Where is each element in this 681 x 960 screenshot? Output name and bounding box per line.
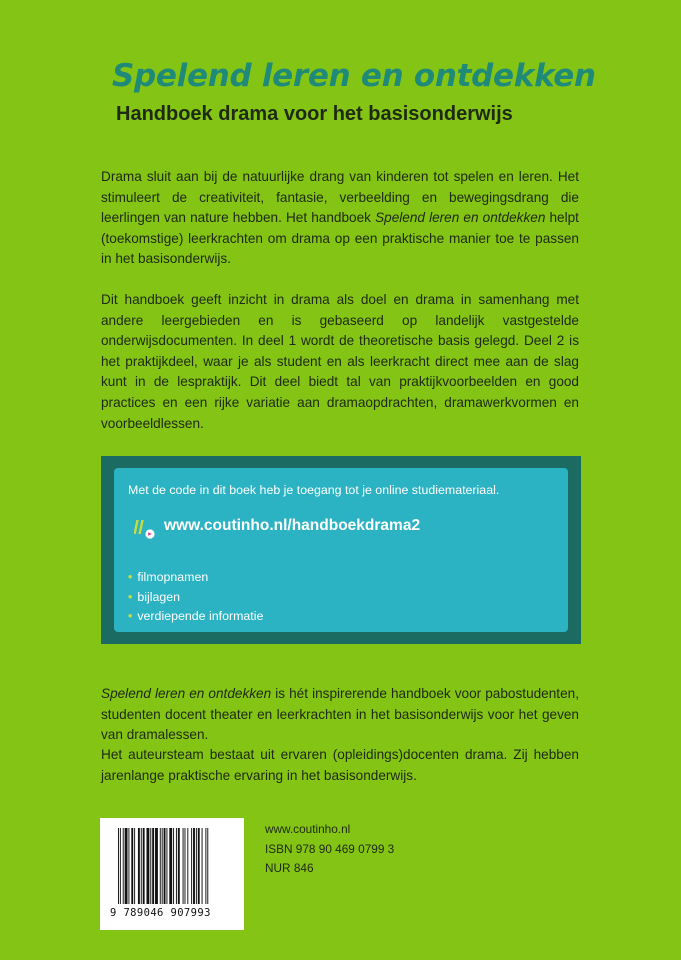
barcode-number: 9 789046 907993 xyxy=(110,907,211,919)
book-title: Spelend leren en ontdekken xyxy=(112,58,596,94)
barcode-bar xyxy=(176,828,177,904)
barcode-bar xyxy=(155,828,158,904)
barcode-bar xyxy=(152,828,154,904)
barcode-bar xyxy=(202,828,203,904)
barcode-bar xyxy=(166,828,167,904)
barcode-bar xyxy=(187,828,188,904)
barcode-bar xyxy=(131,828,133,904)
barcode-bar xyxy=(196,828,197,904)
list-item xyxy=(128,568,263,588)
description-paragraph-4: Het auteursteam bestaat uit ervaren (opleidings)docenten drama. Zij hebben jarenlange praktische ervaring in het basisonderwijs. xyxy=(101,747,579,783)
barcode-bar xyxy=(191,828,192,904)
bullet-icon: • xyxy=(128,570,133,584)
barcode-bar xyxy=(143,828,145,904)
barcode-bar xyxy=(160,828,161,904)
p1-book-title-italic: Spelend leren en ontdekken xyxy=(375,210,546,226)
p1-text-after: helpt (toekomstige) leerkrachten om drama op een praktische manier toe te passen in het basisonderwijs. xyxy=(101,210,579,267)
barcode-bar xyxy=(123,828,124,904)
barcode-bars xyxy=(118,828,228,906)
barcode-bar xyxy=(173,828,174,904)
publisher-website[interactable]: www.coutinho.nl xyxy=(265,822,351,836)
list-item-label: verdiepende informatie xyxy=(137,609,264,623)
list-item xyxy=(128,588,263,608)
bullet-icon: • xyxy=(128,589,133,604)
list-item xyxy=(128,607,263,627)
barcode-bar xyxy=(183,828,184,904)
barcode-bar xyxy=(169,828,172,904)
nur-code: NUR 846 xyxy=(265,861,314,875)
online-material-panel xyxy=(101,456,581,644)
online-material-list xyxy=(128,568,263,627)
description-paragraph-3 xyxy=(101,684,579,746)
barcode-bar xyxy=(164,828,166,904)
barcode-bar xyxy=(138,828,140,904)
online-material-intro: Met de code in dit boek heb je toegang tot je online studiemateriaal. xyxy=(128,483,500,497)
publisher-info xyxy=(265,820,394,879)
p1-text-before: Drama sluit aan bij de natuurlijke drang van kinderen tot spelen en leren. Het stimuleert de creativiteit, fantasie, verbeelding en bewegingsdrang die leerlingen van nature hebben. Het handboek xyxy=(101,169,579,226)
online-material-inner xyxy=(114,468,568,632)
book-subtitle: Handboek drama voor het basisonderwijs xyxy=(116,103,513,125)
barcode-bar xyxy=(198,828,200,904)
barcode-bar xyxy=(207,828,208,904)
barcode-bar xyxy=(118,828,119,904)
barcode-bar xyxy=(193,828,195,904)
online-material-url[interactable]: www.coutinho.nl/handboekdrama2 xyxy=(164,517,421,534)
barcode-bar xyxy=(147,828,150,904)
isbn: ISBN 978 90 469 0799 3 xyxy=(265,841,395,856)
barcode-bar xyxy=(134,828,135,904)
barcode-bar xyxy=(120,828,121,904)
bullet-icon: • xyxy=(128,609,133,623)
p3-text-after: is hét inspirerende handboek voor pabostudenten, studenten docent theater en leerkrachten in het basisonderwijs voor het geven van dramalessen. xyxy=(101,686,579,743)
barcode-bar xyxy=(125,828,128,904)
barcode xyxy=(100,818,244,930)
barcode-bar xyxy=(185,828,186,904)
barcode-bar xyxy=(128,828,129,904)
barcode-bar xyxy=(205,828,206,904)
barcode-bar xyxy=(150,828,151,904)
barcode-bar xyxy=(162,828,163,904)
list-item-label: bijlagen xyxy=(137,589,181,604)
barcode-bar xyxy=(178,828,180,904)
barcode-bar xyxy=(141,828,142,904)
description-paragraph-1 xyxy=(101,167,579,270)
list-item-label: filmopnamen xyxy=(137,570,209,584)
description-paragraph-2: Dit handboek geeft inzicht in drama als doel en drama in samenhang met andere leergebieden en is gebaseerd op landelijk vastgestelde onderwijsdocumenten. In deel 1 wordt de theoretische basis gelegd. Deel 2 is het praktijkdeel, waar je als student en als leerkracht direct mee aan de slag kunt in de lespraktijk. Dit deel biedt tal van praktijkvoorbeelden en good practices en een rijke variatie aan dramaopdrachten, dramawerkvormen en voorbeeldlessen. xyxy=(101,292,579,431)
p3-book-title-italic: Spelend leren en ontdekken xyxy=(101,686,272,701)
coutinho-online-logo-icon xyxy=(134,517,158,541)
